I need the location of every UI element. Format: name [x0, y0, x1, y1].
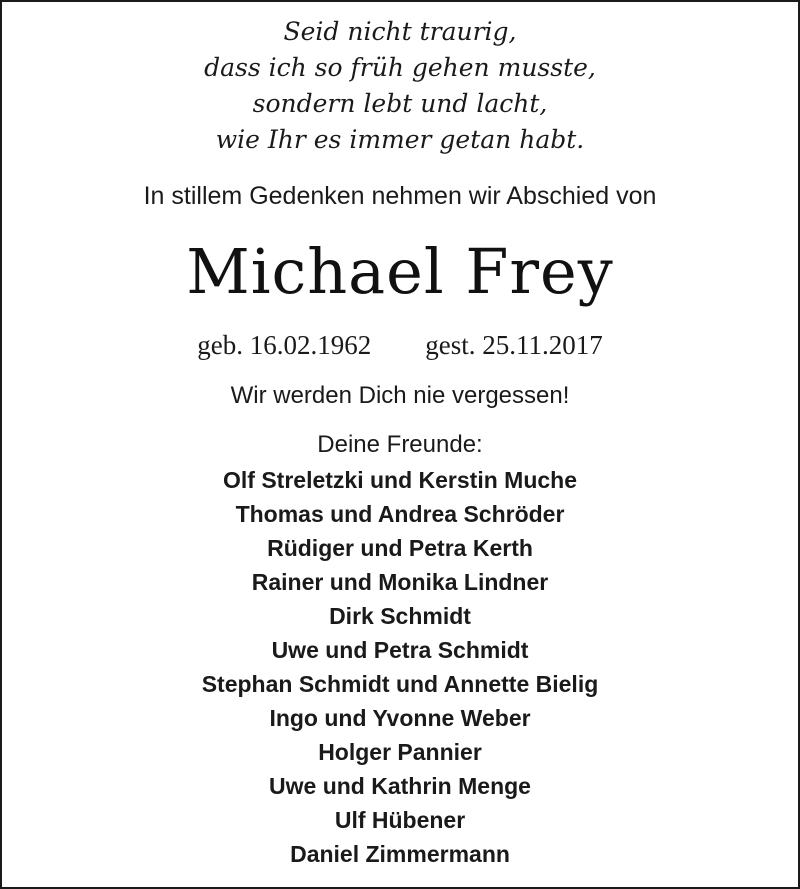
friend-name: Dirk Schmidt	[329, 603, 471, 629]
deceased-name: Michael Frey	[186, 235, 614, 308]
poem-line: sondern lebt und lacht,	[252, 89, 548, 118]
friend-name: Rüdiger und Petra Kerth	[267, 535, 533, 561]
life-dates	[2, 328, 798, 362]
friend-name: Olf Streletzki und Kerstin Muche	[223, 467, 577, 493]
friend-name: Holger Pannier	[318, 739, 482, 765]
friend-name: Uwe und Petra Schmidt	[271, 637, 529, 663]
friend-name: Ulf Hübener	[334, 807, 466, 833]
friend-name: Ingo und Yvonne Weber	[269, 705, 531, 731]
friend-name: Stephan Schmidt und Annette Bielig	[201, 671, 599, 697]
friend-name: Uwe und Kathrin Menge	[269, 773, 531, 799]
friends-list	[2, 463, 798, 871]
farewell-text: Wir werden Dich nie vergessen!	[230, 382, 570, 409]
death-date: gest. 25.11.2017	[425, 330, 603, 360]
poem-line: Seid nicht traurig,	[283, 17, 517, 46]
poem-line: wie Ihr es immer getan habt.	[215, 125, 585, 154]
intro-text: In stillem Gedenken nehmen wir Abschied von	[143, 182, 657, 210]
friend-name: Daniel Zimmermann	[290, 841, 510, 867]
friend-name: Thomas und Andrea Schröder	[235, 501, 565, 527]
poem-line: dass ich so früh gehen musste,	[204, 53, 596, 82]
friend-name: Rainer und Monika Lindner	[251, 569, 549, 595]
memorial-poem	[2, 14, 798, 158]
birth-date: geb. 16.02.1962	[197, 330, 372, 360]
friends-heading: Deine Freunde:	[317, 431, 483, 458]
